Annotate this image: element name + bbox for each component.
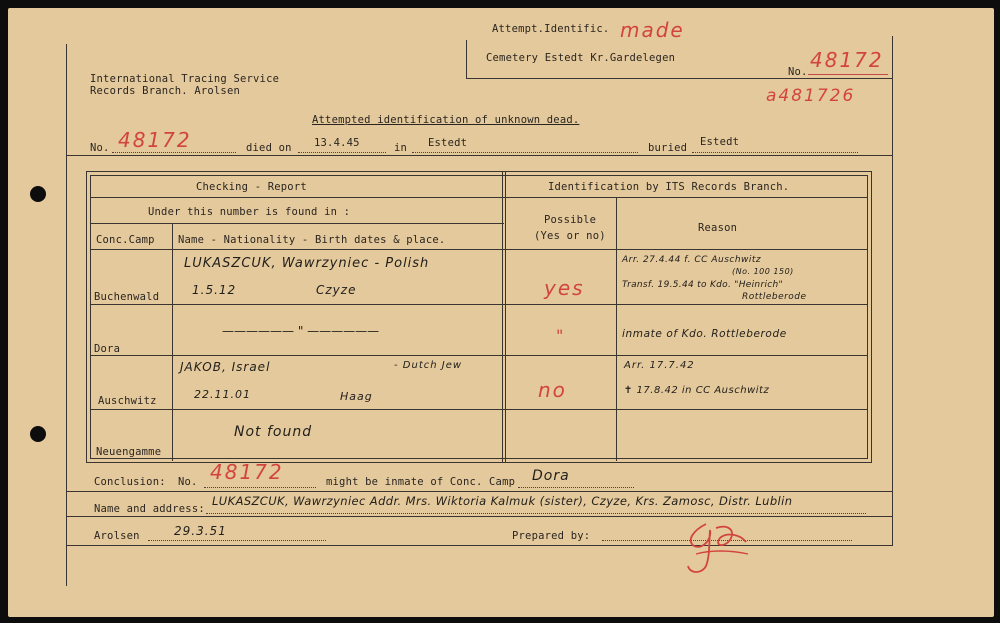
rule-header-2 xyxy=(90,223,504,224)
col-reason-header: Reason xyxy=(698,222,738,234)
col-possible-header: Possible xyxy=(544,214,597,226)
row1-reason-1: Arr. 27.4.44 f. CC Auschwitz xyxy=(622,255,762,265)
card-right-border xyxy=(892,36,893,546)
in-value: Estedt xyxy=(428,137,468,149)
cemetery-label: Cemetery Estedt Kr.Gardelegen xyxy=(486,52,676,64)
buried-value: Estedt xyxy=(700,136,740,148)
row3-reason-1: Arr. 17.7.42 xyxy=(624,360,695,371)
row1-reason-1b: (No. 100 150) xyxy=(732,267,794,276)
footer-date: 29.3.51 xyxy=(174,524,227,538)
card-left-border xyxy=(66,44,67,586)
col-possible-sub: (Yes or no) xyxy=(534,230,606,242)
header-no-value: 48172 xyxy=(810,48,884,72)
index-card xyxy=(8,8,994,617)
buried-dots xyxy=(692,152,858,153)
header-no-underline xyxy=(808,74,888,75)
footer-place: Arolsen xyxy=(94,530,140,542)
attempt-label: Attempt.Identific. xyxy=(492,23,610,35)
checking-report-header: Checking - Report xyxy=(196,181,307,193)
rule-row-1 xyxy=(90,304,868,305)
attempt-value: made xyxy=(620,18,685,42)
row3-possible: no xyxy=(538,378,567,402)
divider-main xyxy=(502,171,503,463)
row4-not-found: Not found xyxy=(234,424,313,440)
in-label: in xyxy=(394,142,408,154)
row2-camp: Dora xyxy=(94,343,121,355)
footer-date-dots xyxy=(148,540,326,541)
row3-birthdate: 22.11.01 xyxy=(194,388,251,401)
row1-reason-2: Transf. 19.5.44 to Kdo. "Heinrich" xyxy=(622,280,783,290)
identification-header: Identification by ITS Records Branch. xyxy=(548,181,790,193)
header-no-label: No. xyxy=(788,66,808,78)
row2-possible-ditto: " xyxy=(556,326,566,345)
died-label: died on xyxy=(246,142,292,154)
header-box-left xyxy=(466,40,467,78)
row3-camp: Auschwitz xyxy=(98,395,157,407)
address-label: Name and address: xyxy=(94,503,205,515)
org-line-2: Records Branch. Arolsen xyxy=(90,85,240,97)
died-value: 13.4.45 xyxy=(314,137,360,149)
header-box-bottom xyxy=(466,78,892,79)
row1-birthplace: Czyze xyxy=(316,283,357,297)
row4-camp: Neuengamme xyxy=(96,446,162,458)
row1-camp: Buchenwald xyxy=(94,291,160,303)
address-dots xyxy=(206,513,866,514)
death-line-rule xyxy=(66,155,892,156)
divider-reason xyxy=(616,198,617,461)
row3-reason-2: ✝ 17.8.42 in CC Auschwitz xyxy=(624,385,770,396)
conclusion-camp: Dora xyxy=(532,468,570,484)
address-value: LUKASZCUK, Wawrzyniec Addr. Mrs. Wiktoria Kalmuk (sister), Czyze, Krs. Zamosc, Distr. Lublin xyxy=(212,494,793,508)
rule-row-2 xyxy=(90,355,868,356)
rule-header-3 xyxy=(90,249,868,250)
row2-reason: inmate of Kdo. Rottleberode xyxy=(622,328,787,340)
death-no-value: 48172 xyxy=(118,128,192,152)
divider-main-2 xyxy=(505,171,506,463)
death-no-label: No. xyxy=(90,142,110,154)
col-name-header: Name - Nationality - Birth dates & place. xyxy=(178,234,446,246)
divider-camp xyxy=(172,224,173,461)
punch-hole-bottom xyxy=(30,426,46,442)
conclusion-label: Conclusion: xyxy=(94,476,166,488)
row3-nationality: - Dutch Jew xyxy=(394,360,463,371)
conclusion-rule xyxy=(66,491,892,492)
conclusion-no-dots xyxy=(204,487,316,488)
footer-rule xyxy=(66,545,892,546)
conclusion-camp-dots xyxy=(518,487,634,488)
found-in-header: Under this number is found in : xyxy=(148,206,351,218)
punch-hole-top xyxy=(30,186,46,202)
rule-header-1 xyxy=(90,197,868,198)
address-rule xyxy=(66,516,892,517)
col-camp-header: Conc.Camp xyxy=(96,234,155,246)
conclusion-no-value: 48172 xyxy=(210,460,284,484)
row3-birthplace: Haag xyxy=(340,390,373,403)
row1-possible: yes xyxy=(544,276,585,300)
conclusion-no-label: No. xyxy=(178,476,198,488)
row1-name: LUKASZCUK, Wawrzyniec - Polish xyxy=(184,256,430,271)
conclusion-text: might be inmate of Conc. Camp xyxy=(326,476,516,488)
rule-row-3 xyxy=(90,409,868,410)
row3-name: JAKOB, Israel xyxy=(180,360,271,374)
prepared-label: Prepared by: xyxy=(512,530,591,542)
signature-mark xyxy=(676,516,756,578)
in-dots xyxy=(412,152,638,153)
buried-label: buried xyxy=(648,142,688,154)
org-line-1: International Tracing Service xyxy=(90,73,280,85)
died-dots xyxy=(298,152,386,153)
row1-birthdate: 1.5.12 xyxy=(192,283,237,297)
document-title: Attempted identification of unknown dead. xyxy=(312,114,580,126)
death-no-dots xyxy=(112,152,236,153)
row2-name-ditto: —————— " —————— xyxy=(222,324,380,338)
row1-reason-3: Rottleberode xyxy=(742,292,807,302)
ref-number: a481726 xyxy=(766,86,856,106)
